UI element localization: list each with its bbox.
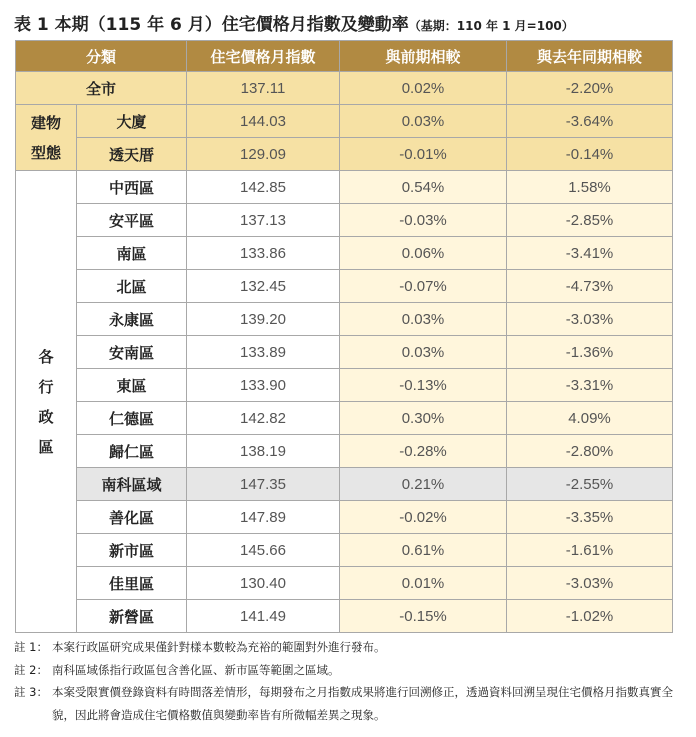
group-label-district [16,171,77,633]
table-title [14,12,574,38]
yoy-cell: -1.36% [507,336,673,369]
footnote-tag: 註 1： [14,640,48,654]
footnote-2 [14,659,684,682]
index-cell: 137.13 [187,204,340,237]
index-cell: 144.03 [187,105,340,138]
yoy-cell: -2.55% [507,468,673,501]
index-cell: 145.66 [187,534,340,567]
table-row [16,501,673,534]
prev-cell: 0.01% [340,567,507,600]
row-label: 大廈 [77,105,187,138]
table-row [16,468,673,501]
index-cell: 133.86 [187,237,340,270]
yoy-cell: -3.64% [507,105,673,138]
yoy-cell: -3.31% [507,369,673,402]
index-cell: 138.19 [187,435,340,468]
yoy-cell: -3.03% [507,567,673,600]
group-label-char: 區 [38,437,54,456]
prev-cell: 0.54% [340,171,507,204]
row-label: 中西區 [77,171,187,204]
table-row [16,435,673,468]
index-cell: 142.85 [187,171,340,204]
prev-cell: 0.03% [340,303,507,336]
table-row [16,336,673,369]
row-label: 永康區 [77,303,187,336]
index-cell: 141.49 [187,600,340,633]
group-label-char: 各 [38,347,54,366]
table-row [16,369,673,402]
table-row [16,171,673,204]
header-index: 住宅價格月指數 [187,41,340,72]
row-label: 透天厝 [77,138,187,171]
yoy-cell: -3.41% [507,237,673,270]
table-row [16,138,673,171]
header-prev: 與前期相較 [340,41,507,72]
footnote-text: 本案行政區研究成果僅針對樣本數較為充裕的範圍對外進行發布。 [52,640,386,654]
yoy-cell: 1.58% [507,171,673,204]
table-row [16,567,673,600]
row-label: 佳里區 [77,567,187,600]
index-cell: 139.20 [187,303,340,336]
yoy-cell: -4.73% [507,270,673,303]
group-label-char: 型態 [30,143,61,162]
table-row [16,204,673,237]
prev-cell: 0.02% [340,72,507,105]
table-row [16,303,673,336]
row-label: 北區 [77,270,187,303]
row-label: 全市 [16,72,187,105]
index-cell: 142.82 [187,402,340,435]
row-label: 善化區 [77,501,187,534]
prev-cell: 0.30% [340,402,507,435]
group-label-char: 政 [38,407,54,426]
yoy-cell: -2.20% [507,72,673,105]
row-label: 安南區 [77,336,187,369]
footnote-tag: 註 2： [14,662,48,677]
prev-cell: 0.21% [340,468,507,501]
table-row-city [16,72,673,105]
yoy-cell: -0.14% [507,138,673,171]
index-cell: 147.89 [187,501,340,534]
yoy-cell: -1.61% [507,534,673,567]
yoy-cell: -2.80% [507,435,673,468]
prev-cell: -0.13% [340,369,507,402]
prev-cell: -0.07% [340,270,507,303]
row-label: 南區 [77,237,187,270]
table-row [16,600,673,633]
table-row [16,270,673,303]
row-label: 歸仁區 [77,435,187,468]
yoy-cell: -3.03% [507,303,673,336]
header-category: 分類 [16,41,187,72]
footnote-tag: 註 3： [14,685,48,699]
table-row [16,534,673,567]
index-cell: 137.11 [187,72,340,105]
index-cell: 133.89 [187,336,340,369]
yoy-cell: 4.09% [507,402,673,435]
prev-cell: -0.15% [340,600,507,633]
footnote-3 [14,681,684,726]
header-row [16,41,673,72]
prev-cell: 0.03% [340,336,507,369]
footnote-text: 南科區域係指行政區包含善化區、新市區等範圍之區域。 [52,662,340,677]
index-cell: 132.45 [187,270,340,303]
index-cell: 133.90 [187,369,340,402]
index-cell: 147.35 [187,468,340,501]
group-label-building [16,105,77,171]
prev-cell: 0.03% [340,105,507,138]
prev-cell: -0.28% [340,435,507,468]
header-yoy: 與去年同期相較 [507,41,673,72]
row-label: 東區 [77,369,187,402]
prev-cell: -0.01% [340,138,507,171]
prev-cell: 0.06% [340,237,507,270]
table-row [16,402,673,435]
table-title-main: 表 1 本期（115 年 6 月）住宅價格月指數及變動率 [14,15,409,35]
group-label-char: 建物 [30,113,61,132]
row-label: 仁德區 [77,402,187,435]
table-row [16,237,673,270]
index-cell: 129.09 [187,138,340,171]
prev-cell: -0.02% [340,501,507,534]
group-label-char: 行 [38,377,54,396]
row-label: 南科區域 [77,468,187,501]
yoy-cell: -1.02% [507,600,673,633]
yoy-cell: -3.35% [507,501,673,534]
index-cell: 130.40 [187,567,340,600]
footnotes [14,636,684,726]
price-index-table [15,40,673,633]
table-title-base: （基期：110 年 1 月=100） [408,19,574,33]
row-label: 新營區 [77,600,187,633]
prev-cell: -0.03% [340,204,507,237]
row-label: 安平區 [77,204,187,237]
prev-cell: 0.61% [340,534,507,567]
footnote-1 [14,636,684,659]
row-label: 新市區 [77,534,187,567]
yoy-cell: -2.85% [507,204,673,237]
footnote-text: 本案受限實價登錄資料有時間落差情形，每期發布之月指數成果將進行回溯修正，透過資料回溯呈現住宅價格月指數真實全貌，因此將會造成住宅價格數值與變動率皆有所微幅差異之現象。 [52,685,673,722]
table-row [16,105,673,138]
